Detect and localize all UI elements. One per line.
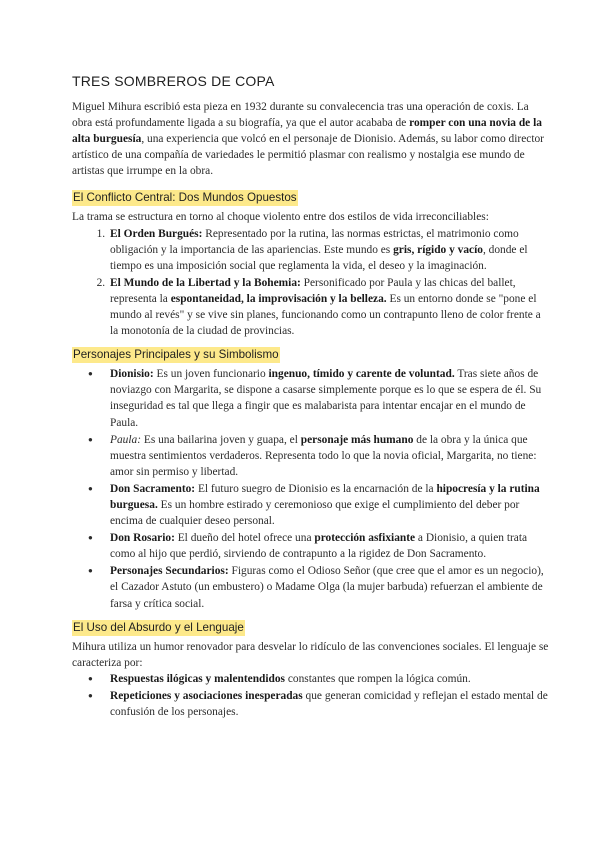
list-item-mundo-libertad bbox=[108, 275, 550, 339]
numbered-list-mundos bbox=[72, 226, 550, 340]
item-text: Es un hombre estirado y ceremonioso que exige el cumplimiento del deber por encima de cualquier deseo personal. bbox=[110, 498, 520, 528]
intro-paragraph bbox=[72, 99, 550, 179]
item-text: El dueño del hotel ofrece una bbox=[174, 532, 315, 545]
list-item-orden-burgues bbox=[108, 226, 550, 274]
section-heading-absurdo: El Uso del Absurdo y el Lenguaje bbox=[73, 620, 244, 634]
item-term: Repeticiones y asociaciones inesperadas bbox=[110, 689, 303, 702]
section-personajes bbox=[72, 345, 550, 611]
list-item-secundarios bbox=[108, 563, 550, 611]
item-text: Personificado por Paula y las chicas del ballet, representa la bbox=[110, 276, 516, 305]
item-text: que generan comicidad y reflejan el estado mental de confusión de los personajes. bbox=[110, 689, 548, 718]
item-text: Es una bailarina joven y guapa, el bbox=[141, 433, 301, 446]
section-lead-absurdo: Mihura utiliza un humor renovador para desvelar lo ridículo de las convenciones sociales. El lenguaje se caracteriza por: bbox=[72, 640, 549, 669]
bullet-list-lenguaje bbox=[72, 671, 550, 720]
list-item-repeticiones bbox=[108, 688, 550, 720]
intro-bold-1: romper con una novia de la alta burguesía bbox=[72, 117, 542, 146]
bullet-list-personajes bbox=[72, 366, 550, 611]
item-emphasis: hipocresía y la rutina burguesa. bbox=[110, 482, 540, 511]
list-item-don-sacramento bbox=[108, 481, 550, 529]
intro-text-1: Miguel Mihura escribió esta pieza en 1932 durante su convalecencia tras una operación de coxis. La obra está profundamente ligada a su biografía, ya que el autor acababa de bbox=[72, 101, 529, 130]
section-absurdo bbox=[72, 618, 550, 720]
item-text: de la obra y la única que muestra sentimientos verdaderos. Representa todo lo que la novia oficial, Margarita, no tiene: amor sin permiso y libertad. bbox=[110, 433, 537, 478]
item-emphasis: protección asfixiante bbox=[314, 532, 416, 545]
item-term: Dionisio: bbox=[110, 368, 154, 381]
section-heading-personajes: Personajes Principales y su Simbolismo bbox=[73, 348, 279, 362]
item-text: , donde el tiempo es una imposición social que reglamenta la vida, el deseo y la imaginación. bbox=[110, 243, 528, 272]
document-title: TRES SOMBREROS DE COPA bbox=[72, 73, 275, 89]
section-heading-conflicto: El Conflicto Central: Dos Mundos Opuestos bbox=[73, 191, 297, 205]
list-item-paula bbox=[108, 432, 550, 480]
item-term: Paula: bbox=[110, 433, 142, 446]
item-text: a Dionisio, a quien trata como al hijo que perdió, sirviendo de contrapunto a la rigidez de Don Sacramento. bbox=[110, 532, 528, 561]
list-item-don-rosario bbox=[108, 530, 550, 562]
item-text: Es un joven funcionario bbox=[153, 368, 269, 381]
item-term: Don Rosario: bbox=[110, 532, 175, 545]
section-conflicto bbox=[72, 188, 550, 339]
item-text: El futuro suegro de Dionisio es la encarnación de la bbox=[195, 482, 437, 495]
item-emphasis: ingenuo, tímido y carente de voluntad. bbox=[268, 368, 455, 381]
item-emphasis: gris, rígido y vacío bbox=[393, 243, 483, 256]
item-term: Respuestas ilógicas y malentendidos bbox=[110, 672, 285, 685]
list-item-dionisio bbox=[108, 366, 550, 430]
item-text: Figuras como el Odioso Señor (que cree que el amor es un negocio), el Cazador Astuto (un embustero) o Madame Olga (la mujer barbuda) refuerzan el ambiente de farsa y crítica social. bbox=[110, 565, 544, 610]
item-text: Representado por la rutina, las normas estrictas, el matrimonio como obligación y la importancia de las apariencias. Este mundo es bbox=[110, 227, 519, 256]
item-term: Don Sacramento: bbox=[110, 482, 196, 495]
item-text: Tras siete años de noviazgo con Margarita, se dispone a casarse simplemente porque es lo que se espera de él. Su inseguridad es tal que llega a fingir que es malabarista para intentar encajar en el mundo de Paula. bbox=[110, 368, 542, 429]
list-item-respuestas bbox=[108, 671, 550, 687]
item-emphasis: personaje más humano bbox=[300, 433, 414, 446]
section-lead-conflicto: La trama se estructura en torno al choque violento entre dos estilos de vida irreconciliables: bbox=[72, 211, 489, 224]
item-term: El Mundo de la Libertad y la Bohemia: bbox=[110, 276, 301, 289]
item-term: El Orden Burgués: bbox=[110, 227, 203, 240]
item-emphasis: espontaneidad, la improvisación y la belleza. bbox=[170, 292, 387, 305]
item-text: constantes que rompen la lógica común. bbox=[285, 672, 471, 685]
item-term: Personajes Secundarios: bbox=[110, 565, 229, 578]
item-text: Es un entorno donde se "pone el mundo al revés" y se vive sin planes, funcionando como un contrapunto lleno de color frente a la monotonía de la ciudad de provincias. bbox=[110, 292, 541, 338]
intro-text-2: , una experiencia que volcó en el personaje de Dionisio. Además, su labor como director artístico de una compañía de variedades le permitió plasmar con realismo y nostalgia ese mundo de artistas que irrumpe en la obra. bbox=[72, 133, 544, 178]
